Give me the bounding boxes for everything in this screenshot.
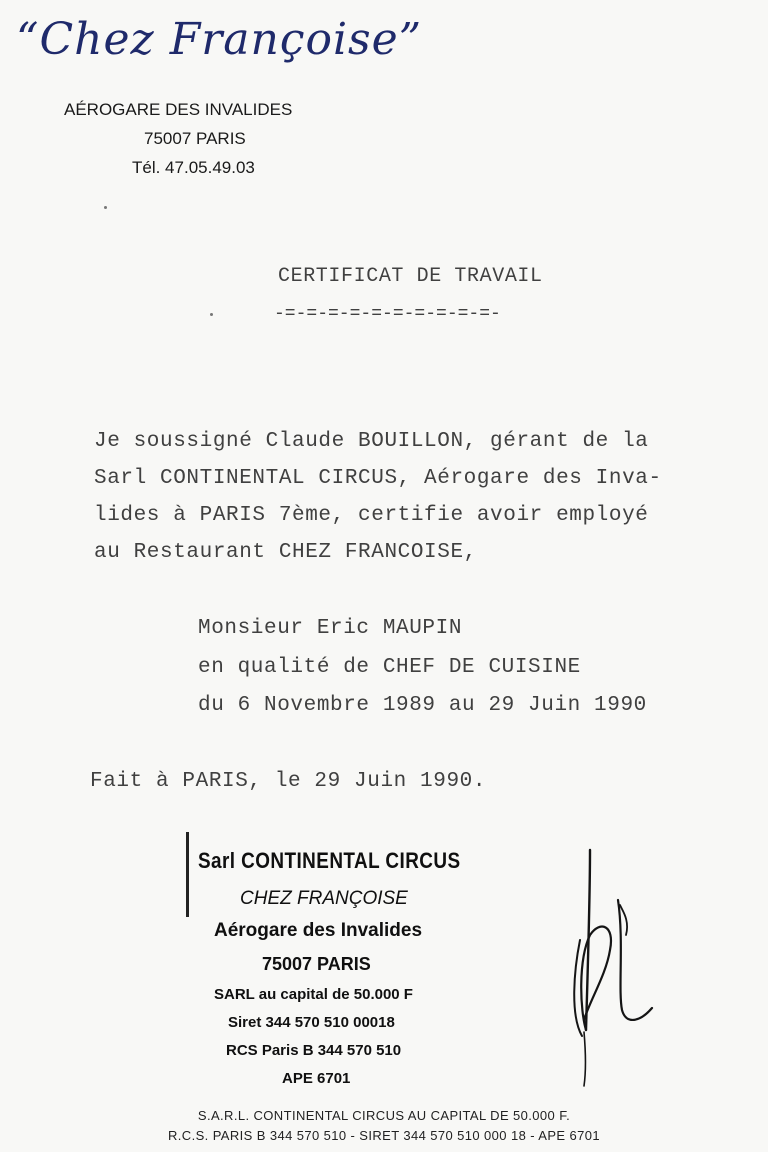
company-stamp — [176, 830, 476, 1095]
address-line-1: AÉROGARE DES INVALIDES — [64, 100, 293, 119]
paragraph-line: Je soussigné Claude BOUILLON, gérant de la — [94, 430, 649, 453]
handwritten-signature — [560, 840, 670, 1090]
stamp-line-7: RCS Paris B 344 570 510 — [226, 1042, 402, 1059]
stamp-line-5: SARL au capital de 50.000 F — [214, 986, 413, 1003]
stamp-line-4: 75007 PARIS — [262, 954, 371, 974]
title-underline: -=-=-=-=-=-=-=-=-=-=- — [274, 304, 501, 324]
speck — [210, 313, 213, 316]
paragraph-line: au Restaurant CHEZ FRANCOISE, — [94, 541, 477, 564]
employment-period: du 6 Novembre 1989 au 29 Juin 1990 — [198, 694, 647, 717]
stamp-line-6: Siret 344 570 510 00018 — [228, 1014, 395, 1031]
speck — [104, 206, 107, 209]
address-line-2: 75007 PARIS — [144, 129, 246, 148]
stamp-line-2: CHEZ FRANÇOISE — [240, 888, 408, 909]
employee-name: Monsieur Eric MAUPIN — [198, 617, 463, 640]
stamp-line-1: Sarl CONTINENTAL CIRCUS — [198, 848, 461, 873]
signed-place-date: Fait à PARIS, le 29 Juin 1990. — [90, 770, 487, 793]
employee-position: en qualité de CHEF DE CUISINE — [198, 656, 581, 679]
company-logo: “Chez Françoise” — [16, 14, 423, 65]
paragraph-line: lides à PARIS 7ème, certifie avoir employé — [94, 504, 649, 527]
stamp-line-3: Aérogare des Invalides — [214, 920, 423, 941]
document-title: CERTIFICAT DE TRAVAIL — [278, 265, 543, 288]
stamp-edge — [186, 832, 189, 917]
footer-line-1: S.A.R.L. CONTINENTAL CIRCUS AU CAPITAL DE 50.000 F. — [197, 1108, 571, 1123]
stamp-line-8: APE 6701 — [282, 1070, 351, 1087]
footer-line-2: R.C.S. PARIS B 344 570 510 - SIRET 344 570 510 000 18 - APE 6701 — [168, 1128, 600, 1143]
phone-number: Tél. 47.05.49.03 — [132, 158, 255, 177]
paragraph-line: Sarl CONTINENTAL CIRCUS, Aérogare des Inva- — [94, 467, 662, 490]
